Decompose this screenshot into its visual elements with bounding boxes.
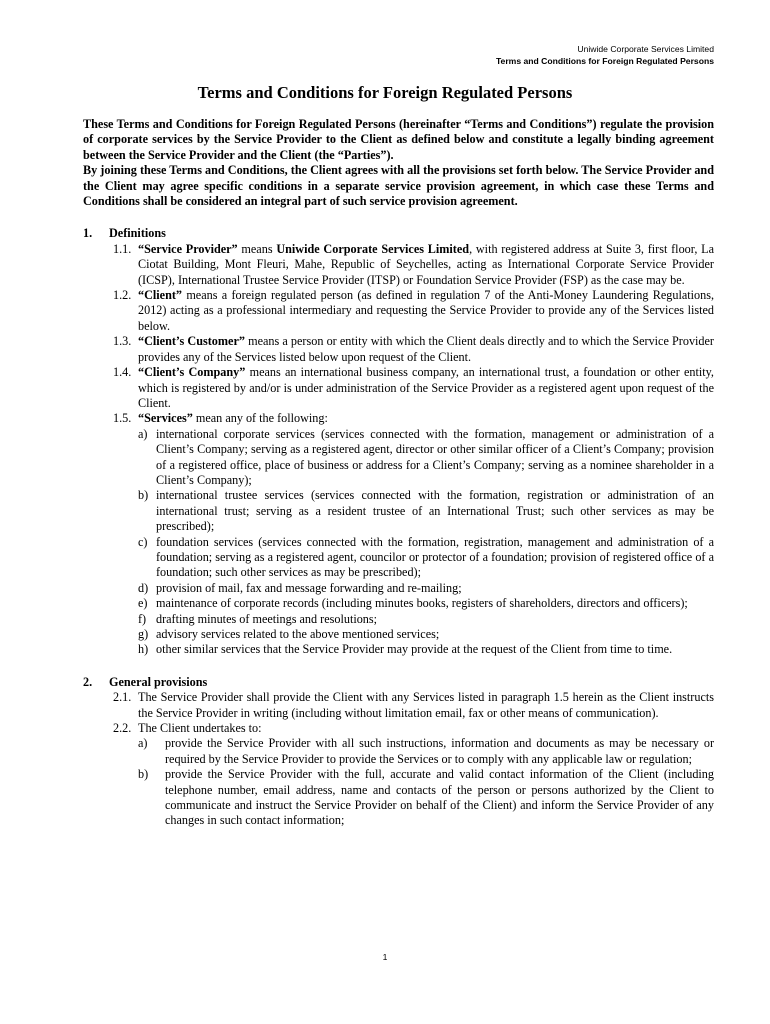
clause-text: [138, 411, 714, 426]
list-item-text: drafting minutes of meetings and resolutions;: [156, 611, 378, 626]
section-definitions: [83, 226, 714, 657]
clause-text-part: means a foreign regulated person (as defined in regulation 7 of the Anti-Money Laundering Regulations, 2012) acting as a professional intermediary and requesting the Service Provider to provide any of the Services listed below.: [138, 288, 714, 333]
section-title: General provisions: [109, 674, 208, 689]
undertaking-item-b: [83, 767, 714, 829]
intro: [83, 117, 714, 209]
clause-text: [138, 242, 714, 288]
service-item-b: [83, 488, 714, 534]
list-marker: a): [138, 736, 148, 751]
defined-term: “Client’s Company”: [138, 365, 246, 380]
defined-term: “Client”: [138, 288, 183, 303]
clause-text: The Service Provider shall provide the Client with any Services listed in paragraph 1.5 herein as the Client instructs the Service Provider in writing (including without limitation email, fax or other means of communication).: [138, 690, 714, 720]
header-doc-title: Terms and Conditions for Foreign Regulated Persons: [495, 56, 714, 66]
list-marker: e): [138, 596, 148, 611]
clause-1-3: [83, 334, 714, 365]
list-item-text: other similar services that the Service Provider may provide at the request of the Client from time to time.: [156, 642, 673, 657]
list-item-text: foundation services (services connected with the formation, registration, management and administration of a foundation; serving as a registered agent, councilor or protector of a foundation; provision of registered office of a foundation; such other services as may be prescribed);: [156, 534, 714, 580]
clause-number: 1.4.: [113, 365, 132, 380]
clause-2-2: [83, 721, 714, 736]
clause-text: The Client undertakes to:: [138, 721, 262, 736]
clause-1-4: [83, 365, 714, 411]
clause-number: 2.2.: [113, 721, 132, 736]
clause-text-part: means an international business company, an international trust, a foundation or other entity, which is registered by and/or is under administration of the Service Provider as a registered agent upon request of the Client.: [138, 365, 714, 410]
clause-1-2: [83, 288, 714, 334]
list-item-text: provide the Service Provider with the full, accurate and valid contact information of the Client (including telephone number, email address, name and contacts of the person or persons authorized by the Client to communicate and instruct the Service Provider on behalf of the Client) and inform the Service Provider of any changes in such contact information;: [165, 767, 714, 828]
clause-number: 1.1.: [113, 241, 132, 256]
list-marker: d): [138, 580, 149, 595]
service-item-e: [83, 596, 714, 611]
list-item-text: maintenance of corporate records (including minutes books, registers of shareholders, directors and officers);: [156, 596, 688, 611]
service-item-g: [83, 627, 714, 642]
header-company: Uniwide Corporate Services Limited: [577, 44, 714, 54]
list-item-text: provision of mail, fax and message forwarding and re-mailing;: [156, 580, 462, 595]
list-marker: f): [138, 611, 147, 626]
section-title: Definitions: [109, 226, 166, 241]
intro-paragraph-2: By joining these Terms and Conditions, the Client agrees with all the provisions set forth below. The Service Provider and the Client may agree specific conditions in a separate service provision agreement, in which case these Terms and Conditions shall be considered an integral part of such service provision agreement.: [83, 163, 714, 209]
service-item-a: [83, 427, 714, 489]
document-body: [83, 117, 714, 829]
clause-text-part: means a person or entity with which the Client deals directly and to which the Service Provider provides any of the Services listed below upon request of the Client.: [138, 334, 714, 364]
clause-number: 1.5.: [113, 411, 132, 426]
section-number: 2.: [83, 674, 93, 689]
document-title: Terms and Conditions for Foreign Regulated Persons: [197, 83, 573, 102]
section-heading: [83, 675, 714, 690]
clause-2-1: [83, 690, 714, 721]
service-item-f: [83, 612, 714, 627]
service-item-c: [83, 535, 714, 581]
clause-text-part: , with registered address at Suite 3, first floor, La Ciotat Building, Mont Fleuri, Mahe, Republic of Seychelles, acting as International Corporate Service Provider (ICSP), International Trustee Service Provider (ITSP) or Foundation Service Provider (FSP) as the case may be.: [138, 241, 714, 287]
list-item-text: international trustee services (services connected with the formation, registration or administration of an international trust; serving as a resident trustee of an International Trust; such other services as may be prescribed);: [156, 488, 714, 534]
intro-paragraph-1: These Terms and Conditions for Foreign Regulated Persons (hereinafter “Terms and Conditions”) regulate the provision of corporate services by the Service Provider to the Client as defined below and constitute a legally binding agreement between the Service Provider and the Client (the “Parties”).: [83, 117, 714, 162]
defined-term: “Client’s Customer”: [138, 334, 245, 349]
list-item-text: international corporate services (services connected with the formation, management or administration of a Client’s Company; serving as a registered agent, director or other similar officer of a Client’s Company; provision of a registered office, place of business or address for a Client’s Company; serving as a nominee shareholder in a Client’s Company);: [156, 426, 714, 487]
page-number: 1: [382, 952, 388, 962]
section-number: 1.: [83, 226, 93, 241]
list-marker: b): [138, 488, 149, 503]
clause-text-part: mean any of the following:: [192, 411, 328, 426]
clause-text: [138, 365, 714, 411]
list-item-text: advisory services related to the above mentioned services;: [156, 627, 440, 641]
service-item-d: [83, 581, 714, 596]
defined-term: “Services”: [138, 411, 193, 426]
clause-text-part: means: [237, 241, 277, 256]
list-marker: a): [138, 426, 148, 441]
list-marker: c): [138, 534, 148, 549]
section-heading: [83, 226, 714, 241]
undertaking-item-a: [83, 736, 714, 767]
list-marker: h): [138, 642, 149, 657]
company-name: Uniwide Corporate Services Limited: [276, 241, 470, 256]
list-item-text: provide the Service Provider with all such instructions, information and documents as may be necessary or required by the Service Provider to provide the Services or to comply with any applicable law or regulation;: [165, 736, 714, 766]
running-header: [496, 43, 714, 67]
clause-1-5: [83, 411, 714, 426]
clause-number: 1.3.: [113, 334, 132, 349]
clause-text: [138, 334, 714, 365]
clause-1-1: [83, 242, 714, 288]
clause-number: 1.2.: [113, 288, 132, 303]
list-marker: g): [138, 627, 149, 641]
service-item-h: [83, 642, 714, 657]
list-marker: b): [138, 767, 149, 782]
section-general-provisions: [83, 675, 714, 829]
defined-term: “Service Provider”: [138, 241, 238, 256]
clause-number: 2.1.: [113, 690, 132, 705]
clause-text: [138, 288, 714, 334]
